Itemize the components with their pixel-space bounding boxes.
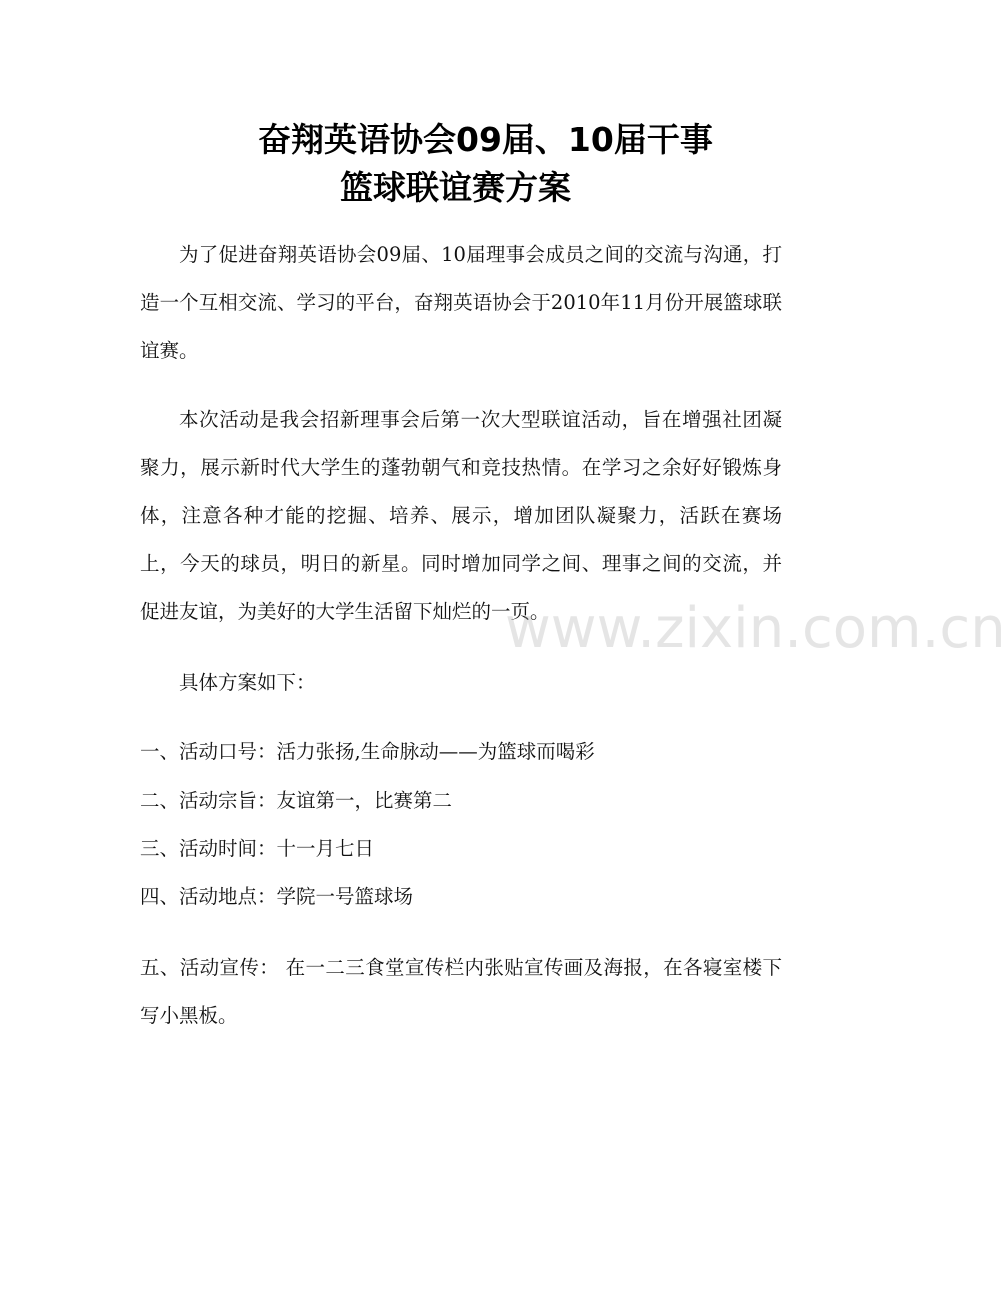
intro-paragraph: 为了促进奋翔英语协会09届、10届理事会成员之间的交流与沟通，打造一个互相交流、学习的平台，奋翔英语协会于2010年11月份开展篮球联谊赛。 [140, 243, 782, 362]
plan-item-location: 四、活动地点：学院一号篮球场 [140, 885, 414, 908]
plan-item-purpose: 二、活动宗旨：友谊第一，比赛第二 [140, 789, 453, 812]
document-title-line-2: 篮球联谊赛方案 [340, 168, 571, 207]
plan-item-time: 三、活动时间：十一月七日 [140, 837, 375, 860]
watermark: www.zixin.com.cn [505, 596, 1006, 661]
purpose-paragraph: 本次活动是我会招新理事会后第一次大型联谊活动，旨在增强社团凝聚力，展示新时代大学生的蓬勃朝气和竞技热情。在学习之余好好锻炼身体，注意各种才能的挖掘、培养、展示，增加团队凝聚力，活跃在赛场上，今天的球员，明日的新星。同时增加同学之间、理事之间的交流，并促进友谊，为美好的大学生活留下灿烂的一页。 [140, 408, 782, 623]
plan-item-slogan: 一、活动口号：活力张扬,生命脉动——为篮球而喝彩 [140, 740, 595, 763]
plan-item-publicity: 五、活动宣传： 在一二三食堂宣传栏内张贴宣传画及海报，在各寝室楼下写小黑板。 [140, 956, 782, 1027]
plan-heading-paragraph: 具体方案如下： [179, 671, 316, 694]
document-title-line-1: 奋翔英语协会09届、10届干事 [258, 120, 713, 159]
